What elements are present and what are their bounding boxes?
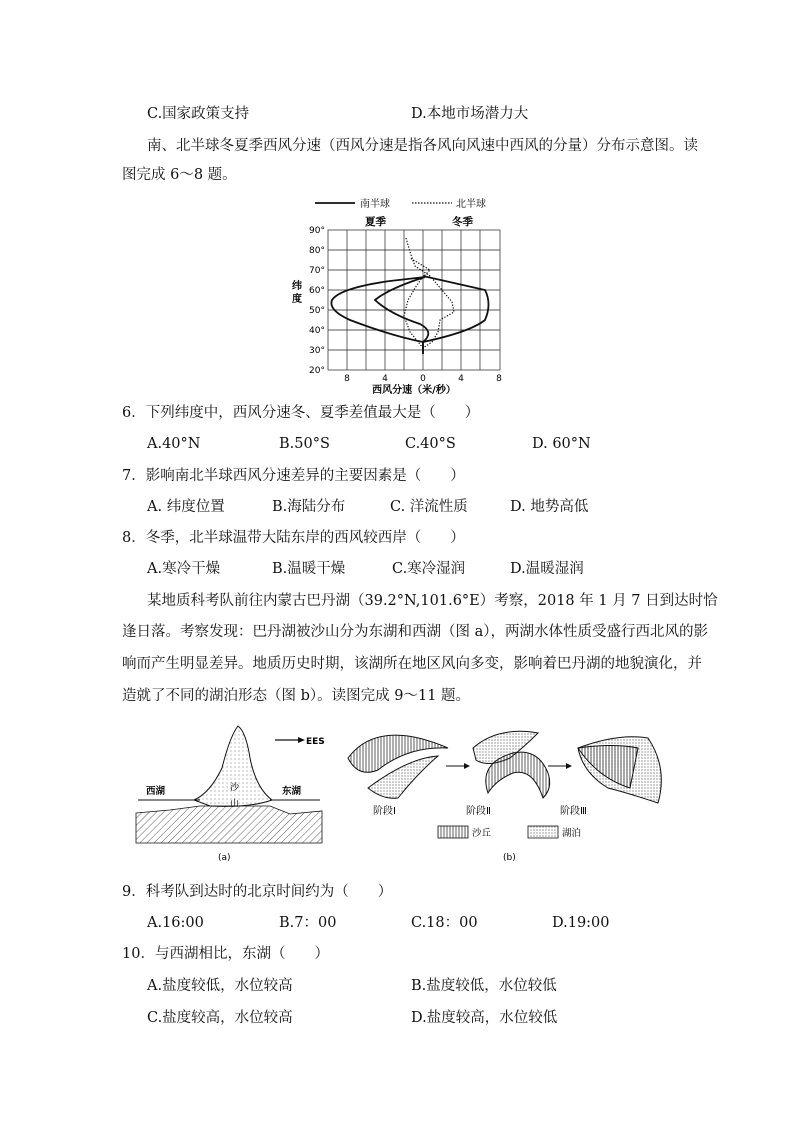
y-tick: 60°	[309, 286, 325, 296]
y-label-1: 纬	[292, 281, 302, 292]
north-curve	[404, 238, 454, 348]
legend-lake-label: 湖泊	[562, 828, 582, 839]
q5-option-c: C.国家政策支持	[147, 106, 250, 122]
caption-b: (b)	[503, 853, 516, 863]
winter-label: 冬季	[452, 216, 473, 228]
q6-option-a: A.40°N	[147, 436, 201, 452]
q8-option-d: D.温暖湿润	[510, 561, 584, 577]
q9-stem: 9．科考队到达时的北京时间约为（ ）	[122, 884, 393, 900]
q7-stem: 7．影响南北半球西风分速差异的主要因素是（ ）	[122, 468, 465, 484]
intro2-line2: 逢日落。考察发现：巴丹湖被沙山分为东湖和西湖（图 a），两湖水体性质受盛行西北风的影	[122, 624, 709, 640]
summer-label: 夏季	[365, 216, 386, 228]
q7-option-a: A. 纬度位置	[147, 499, 225, 515]
chart-grid	[328, 230, 500, 370]
y-tick: 30°	[309, 346, 325, 356]
q9-option-b: B.7：00	[279, 915, 337, 931]
y-tick: 70°	[309, 266, 325, 276]
q9-option-d: D.19:00	[552, 915, 610, 931]
q7-option-c: C. 洋流性质	[390, 499, 468, 515]
ees-label: EES	[306, 737, 325, 747]
q9-option-c: C.18：00	[411, 915, 478, 931]
y-label-2: 度	[292, 294, 302, 305]
y-tick: 90°	[309, 226, 325, 236]
q8-stem: 8．冬季，北半球温带大陆东岸的西风较西岸（ ）	[122, 530, 465, 546]
q7-option-d: D. 地势高低	[510, 499, 589, 515]
q6-option-c: C.40°S	[405, 436, 456, 452]
x-tick: 8	[496, 374, 502, 384]
figure2b-lake-evolution	[338, 718, 668, 868]
q10-option-c: C.盐度较高，水位较高	[147, 1010, 293, 1026]
q6-option-b: B.50°S	[279, 436, 330, 452]
legend-lake-swatch	[528, 826, 558, 838]
q8-option-a: A.寒冷干燥	[147, 561, 221, 577]
y-tick: 80°	[309, 246, 325, 256]
figure2a-cross-section	[130, 718, 330, 868]
intro2-line1: 某地质科考队前往内蒙古巴丹湖（39.2°N,101.6°E）考察，2018 年 1 月 7 日到达时恰	[147, 593, 718, 609]
q7-option-b: B.海陆分布	[272, 499, 346, 515]
caption-a: (a)	[218, 853, 231, 863]
south-summer-curve	[331, 277, 428, 354]
ground	[136, 806, 322, 843]
x-tick: 4	[458, 374, 464, 384]
y-tick: 50°	[309, 306, 325, 316]
y-tick: 20°	[309, 366, 325, 376]
x-label: 西风分速（米/秒）	[372, 385, 456, 396]
intro2-line4: 造就了不同的湖泊形态（图 b）。读图完成 9～11 题。	[122, 688, 471, 704]
legend-south: 南半球	[360, 199, 390, 210]
stage3-label: 阶段Ⅲ	[560, 806, 587, 817]
sand-label-2: 山	[230, 799, 240, 809]
intro1-line2: 图完成 6～8 题。	[122, 167, 237, 183]
south-winter-curve	[423, 276, 489, 354]
legend-dune-label: 沙丘	[472, 828, 492, 839]
east-lake-label: 东湖	[282, 786, 302, 797]
intro1-line1: 南、北半球冬夏季西风分速（西风分速是指各风向风速中西风的分量）分布示意图。读	[147, 138, 698, 154]
stage1-dune	[348, 735, 448, 772]
q8-option-b: B.温暖干燥	[272, 561, 346, 577]
q10-option-d: D.盐度较高，水位较低	[411, 1010, 558, 1026]
x-tick: 8	[344, 374, 350, 384]
stage1-label: 阶段Ⅰ	[373, 806, 396, 817]
sand-label-1: 沙	[230, 783, 240, 793]
q6-stem: 6．下列纬度中，西风分速冬、夏季差值最大是（ ）	[122, 405, 480, 421]
q10-option-a: A.盐度较低，水位较高	[147, 978, 293, 994]
sand-mountain	[194, 726, 272, 806]
legend-dune-swatch	[438, 826, 468, 838]
q10-stem: 10．与西湖相比，东湖（ ）	[122, 946, 329, 962]
q10-option-b: B.盐度较低，水位较低	[411, 978, 557, 994]
x-tick: 4	[382, 374, 388, 384]
q6-option-d: D. 60°N	[532, 436, 591, 452]
stage2-label: 阶段Ⅱ	[466, 806, 491, 817]
west-lake-label: 西湖	[146, 786, 166, 797]
q5-option-d: D.本地市场潜力大	[411, 106, 529, 122]
figure1-westerly-chart	[280, 192, 520, 402]
q8-option-c: C.寒冷湿润	[392, 561, 466, 577]
intro2-line3: 响而产生明显差异。地质历史时期，该湖所在地区风向多变，影响着巴丹湖的地貌演化，并	[122, 656, 702, 672]
y-tick: 40°	[309, 326, 325, 336]
legend-north: 北半球	[456, 199, 486, 210]
x-tick: 0	[420, 374, 426, 384]
q9-option-a: A.16:00	[147, 915, 204, 931]
